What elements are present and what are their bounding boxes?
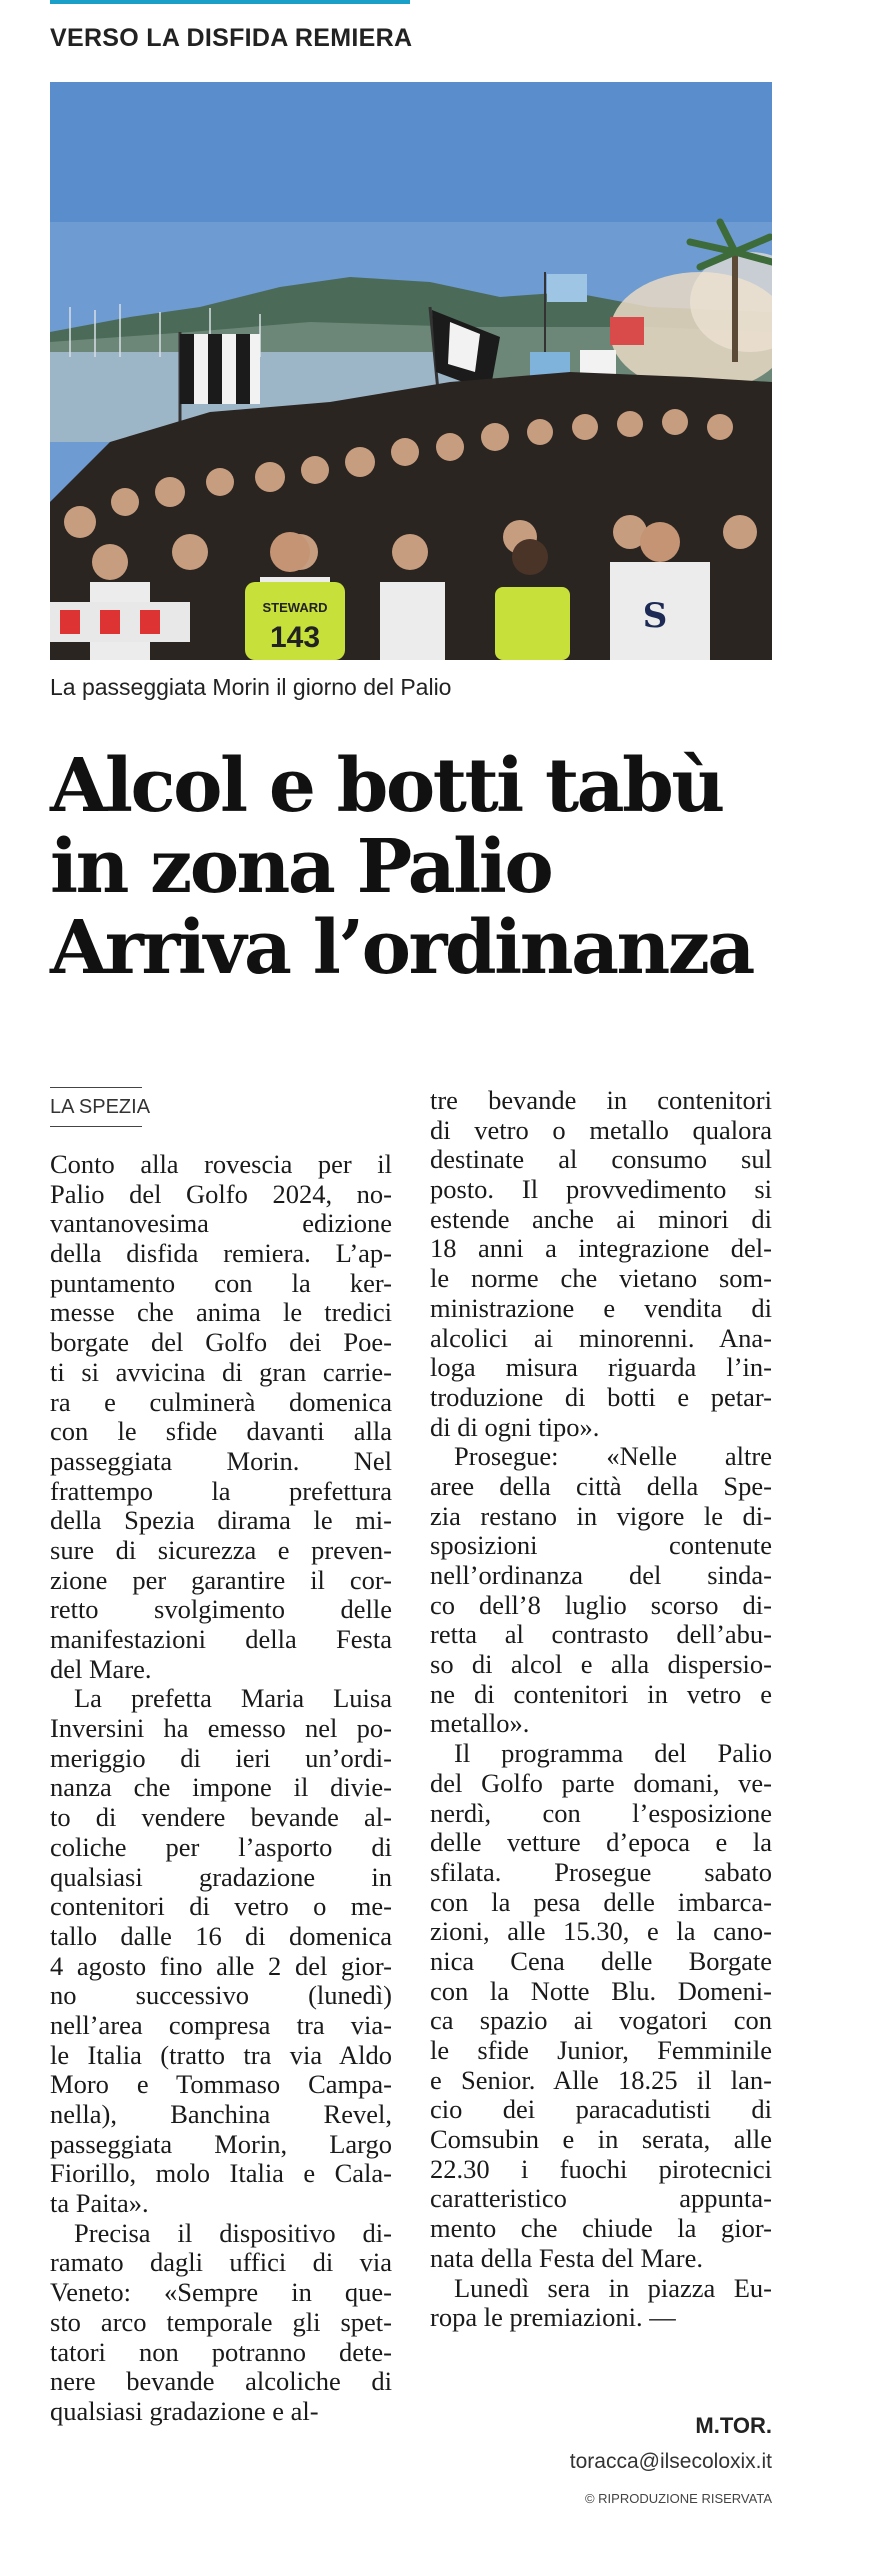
body-line: tatori non potranno dete- (50, 2336, 392, 2367)
body-line: della Spezia dirama le mi- (50, 1505, 392, 1536)
body-line: del Mare. (50, 1653, 152, 1684)
body-line: Inversini ha emesso nel po- (50, 1713, 392, 1744)
headline (50, 743, 790, 991)
body-line: posto. Il provvedimento si (430, 1174, 772, 1205)
headline-line: Arriva l’ordinanza (50, 905, 753, 991)
body-line: 22.30 i fuochi pirotecnici (430, 2153, 772, 2184)
body-line: alcolici ai minorenni. Ana- (430, 1322, 772, 1353)
steward-vest-label: STEWARD (262, 600, 328, 615)
body-line: zione per garantire il cor- (50, 1564, 392, 1595)
body-line: destinate al consumo sul (430, 1144, 772, 1175)
body-column-left (50, 1150, 392, 2427)
body-line: qualsiasi gradazione in (50, 1861, 392, 1892)
body-line: di vetro o metallo qualora (430, 1114, 772, 1145)
body-line: sto arco temporale gli spet- (50, 2306, 392, 2337)
body-line: sposizioni contenute (430, 1530, 772, 1561)
body-line: ropa le premiazioni. — (430, 2302, 676, 2333)
body-line: puntamento con la ker- (50, 1267, 392, 1298)
photo-caption: La passeggiata Morin il giorno del Palio (50, 674, 452, 700)
body-line: passeggiata Morin. Nel (50, 1445, 392, 1476)
body-line: messe che anima le tredici (50, 1297, 392, 1328)
body-line: caratteristico appunta- (430, 2183, 772, 2214)
section-accent-bar (50, 0, 410, 4)
steward-vest-number: 143 (269, 621, 321, 654)
body-line: della disfida remiera. L’ap- (50, 1238, 392, 1269)
body-line: contenitori di vetro o me- (50, 1891, 392, 1922)
body-line: del Golfo parte domani, ve- (430, 1767, 772, 1798)
body-line: estende anche ai minori di (430, 1203, 772, 1234)
body-line: manifestazioni della Festa (50, 1624, 392, 1654)
photo-illustration (50, 82, 772, 660)
body-line: di di ogni tipo». (430, 1411, 600, 1442)
headline-line: Alcol e botti tabù (50, 743, 723, 829)
body-line: Il programma del Palio (454, 1738, 772, 1769)
body-line: zia restano in vigore le di- (430, 1500, 772, 1531)
body-line: Palio del Golfo 2024, no- (50, 1178, 392, 1209)
body-line: to di vendere bevande al- (50, 1802, 392, 1833)
body-line: con la pesa delle imbarca- (430, 1886, 772, 1917)
body-line: metallo». (430, 1708, 530, 1739)
body-line: qualsiasi gradazione e al- (50, 2395, 319, 2426)
headline-line: in zona Palio (50, 824, 552, 910)
body-line: retta al contrasto dell’abu- (430, 1619, 772, 1650)
body-line: le sfide Junior, Femminile (430, 2035, 772, 2065)
body-line: La prefetta Maria Luisa (74, 1683, 392, 1714)
kicker: VERSO LA DISFIDA REMIERA (50, 24, 413, 52)
body-line: Fiorillo, molo Italia e Cala- (50, 2158, 392, 2189)
body-line: Veneto: «Sempre in que- (50, 2277, 392, 2308)
location-label: LA SPEZIA (50, 1096, 151, 1118)
body-line: nell’area compresa tra via- (50, 2009, 392, 2040)
body-line: e Senior. Alle 18.25 il lan- (430, 2064, 772, 2095)
body-line: zioni, alle 15.30, e la cano- (430, 1916, 772, 1947)
body-line: Prosegue: «Nelle altre (454, 1441, 772, 1472)
body-line: frattempo la prefettura (50, 1475, 392, 1506)
body-line: retto svolgimento delle (50, 1594, 392, 1625)
body-line: delle vetture d’epoca e la (430, 1827, 772, 1858)
body-line: coliche per l’asporto di (50, 1831, 392, 1862)
author-byline: M.TOR. (695, 2413, 772, 2438)
body-line: Precisa il dispositivo di- (74, 2217, 392, 2248)
body-line: passeggiata Morin, Largo (50, 2128, 392, 2159)
body-line: mento che chiude la gior- (430, 2213, 772, 2244)
location-rule-bottom (50, 1126, 142, 1127)
body-line: con le sfide davanti alla (50, 1416, 392, 1447)
body-line: ra e culminerà domenica (50, 1386, 392, 1417)
body-line: nere bevande alcoliche di (50, 2366, 392, 2397)
author-email[interactable]: toracca@ilsecoloxix.it (569, 2450, 772, 2473)
body-line: no successivo (lunedì) (50, 1980, 392, 2011)
body-line: nell’ordinanza del sinda- (430, 1560, 772, 1590)
body-line: le Italia (tratto tra via Aldo (50, 2039, 392, 2070)
body-line: Moro e Tommaso Campa- (50, 2069, 392, 2100)
body-line: sfilata. Prosegue sabato (430, 1856, 772, 1887)
body-line: Lunedì sera in piazza Eu- (454, 2272, 772, 2303)
body-line: ramato dagli uffici di via (50, 2247, 392, 2278)
location-rule-top (50, 1087, 142, 1088)
body-line: tallo dalle 16 di domenica (50, 1920, 392, 1951)
body-line: borgate del Golfo dei Poe- (50, 1327, 392, 1358)
body-line: ta Paita». (50, 2188, 149, 2219)
body-line: 4 agosto fino alle 2 del gior- (50, 1950, 392, 1981)
body-line: le norme che vietano som- (430, 1263, 772, 1294)
body-line: tre bevande in contenitori (430, 1085, 772, 1115)
body-line: loga misura riguarda l’in- (430, 1352, 772, 1383)
body-line: ca spazio ai vogatori con (430, 2005, 772, 2036)
body-line: con la Notte Blu. Domeni- (430, 1975, 772, 2006)
body-column-right (430, 1086, 772, 2333)
body-line: nella), Banchina Revel, (50, 2099, 392, 2129)
article-photo (50, 82, 772, 660)
body-line: cio dei paracadutisti di (430, 2094, 772, 2125)
body-line: 18 anni a integrazione del- (430, 1233, 772, 1264)
body-line: ti si avvicina di gran carrie- (50, 1356, 392, 1387)
body-line: Conto alla rovescia per il (50, 1149, 392, 1179)
body-line: nata della Festa del Mare. (430, 2242, 703, 2273)
body-line: vantanovesima edizione (50, 1208, 392, 1239)
body-line: Comsubin e in serata, alle (430, 2124, 772, 2155)
shirt-letter: S (642, 596, 668, 636)
body-line: co dell’8 luglio scorso di- (430, 1589, 772, 1620)
body-line: ministrazione e vendita di (430, 1292, 772, 1323)
body-line: nanza che impone il divie- (50, 1772, 392, 1803)
body-line: aree della città della Spe- (430, 1470, 772, 1501)
body-line: troduzione di botti e petar- (430, 1381, 772, 1412)
body-line: nerdì, con l’esposizione (430, 1797, 772, 1828)
body-line: ne di contenitori in vetro e (430, 1678, 772, 1709)
body-line: so di alcol e alla dispersio- (430, 1649, 772, 1680)
copyright-notice: © RIPRODUZIONE RISERVATA (584, 2491, 772, 2506)
body-line: meriggio di ieri un’ordi- (50, 1742, 392, 1773)
body-line: nica Cena delle Borgate (430, 1945, 772, 1976)
body-line: sure di sicurezza e preven- (50, 1534, 392, 1565)
